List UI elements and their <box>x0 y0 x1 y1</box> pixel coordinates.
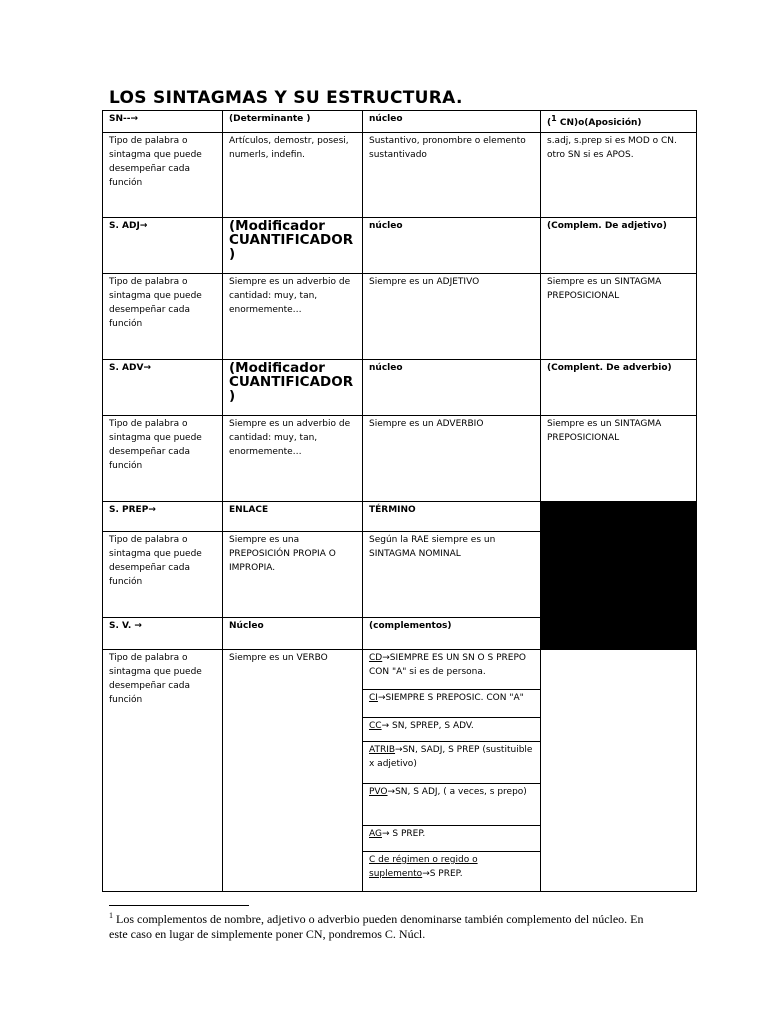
footnote: $^1$ Los complementos de nombre, adjetivo o adverbio pueden denominarse también complemento del núcleo. En este caso en lugar de simplemente poner CN, pondremos C. Núcl. <box>109 911 644 941</box>
table-row-sadj-desc <box>103 274 697 360</box>
sn-col-complementos: (1 CN)o(Aposición) <box>541 111 697 133</box>
sv-complement-pvo: PVO→SN, S ADJ, ( a veces, s prepo) <box>363 784 541 826</box>
sv-col-complementos: (complementos) <box>363 618 541 650</box>
page-title: LOS SINTAGMAS Y SU ESTRUCTURA. <box>109 88 463 108</box>
sv-complement-regimen: C de régimen o regido o suplemento→S PREP. <box>363 852 541 892</box>
table-row-sadv-header <box>103 360 697 416</box>
row-label-sadj: S. ADJ→ <box>103 218 223 274</box>
sv-complement-cd: CD→SIEMPRE ES UN SN O S PREPO CON "A" si es de persona. <box>363 650 541 690</box>
sadj-col-complemento: (Complem. De adjetivo) <box>541 218 697 274</box>
sv-desc-nucleo: Siempre es un VERBO <box>223 650 363 892</box>
sadj-desc-modificador: Siempre es un adverbio de cantidad: muy, tan, enormemente… <box>223 274 363 360</box>
row-label-sn: SN--→ <box>103 111 223 133</box>
sprep-col-enlace: ENLACE <box>223 502 363 532</box>
table-row-sv-cd <box>103 650 697 690</box>
black-cell <box>541 502 697 532</box>
sprep-desc-enlace: Siempre es una PREPOSICIÓN PROPIA O IMPROPIA. <box>223 532 363 618</box>
sprep-col-termino: TÉRMINO <box>363 502 541 532</box>
sadj-col-nucleo: núcleo <box>363 218 541 274</box>
table-row-sv-header <box>103 618 697 650</box>
sadv-desc-modificador: Siempre es un adverbio de cantidad: muy, tan, enormemente… <box>223 416 363 502</box>
sv-complement-atrib: ATRIB→SN, SADJ, S PREP (sustituible x adjetivo) <box>363 742 541 784</box>
row-label-sprep: S. PREP→ <box>103 502 223 532</box>
sn-desc-complementos: s.adj, s.prep si es MOD o CN. otro SN si es APOS. <box>541 133 697 218</box>
sadv-col-nucleo: núcleo <box>363 360 541 416</box>
table-row-sprep-desc <box>103 532 697 618</box>
syntagma-table <box>102 110 697 892</box>
sadv-col-modificador: (Modificador CUANTIFICADOR ) <box>223 360 363 416</box>
table-row-sadj-header <box>103 218 697 274</box>
desc-label: Tipo de palabra o sintagma que puede desempeñar cada función <box>103 650 223 892</box>
table-row-sn-header <box>103 111 697 133</box>
sv-col-nucleo: Núcleo <box>223 618 363 650</box>
footnote-ref: 1 <box>551 114 557 123</box>
footnote-separator <box>109 905 249 906</box>
sn-col-nucleo: núcleo <box>363 111 541 133</box>
sn-col-determinante: (Determinante ) <box>223 111 363 133</box>
black-cell <box>541 532 697 618</box>
row-label-sv: S. V. → <box>103 618 223 650</box>
sadj-desc-complemento: Siempre es un SINTAGMA PREPOSICIONAL <box>541 274 697 360</box>
sv-complement-ag: AG→ S PREP. <box>363 826 541 852</box>
sn-desc-determinante: Artículos, demostr, posesi, numerls, indefin. <box>223 133 363 218</box>
table-row-sprep-header <box>103 502 697 532</box>
sadj-col-modificador: (Modificador CUANTIFICADOR ) <box>223 218 363 274</box>
desc-label: Tipo de palabra o sintagma que puede desempeñar cada función <box>103 274 223 360</box>
sv-complement-cc: CC→ SN, SPREP, S ADV. <box>363 718 541 742</box>
black-cell <box>541 618 697 650</box>
sv-complement-ci: CI→SIEMPRE S PREPOSIC. CON "A" <box>363 690 541 718</box>
desc-label: Tipo de palabra o sintagma que puede desempeñar cada función <box>103 532 223 618</box>
sn-desc-nucleo: Sustantivo, pronombre o elemento sustantivado <box>363 133 541 218</box>
sadv-col-complemento: (Complent. De adverbio) <box>541 360 697 416</box>
desc-label: Tipo de palabra o sintagma que puede desempeñar cada función <box>103 416 223 502</box>
sprep-desc-termino: Según la RAE siempre es un SINTAGMA NOMINAL <box>363 532 541 618</box>
sv-empty-cell <box>541 650 697 892</box>
row-label-sadv: S. ADV→ <box>103 360 223 416</box>
sadv-desc-complemento: Siempre es un SINTAGMA PREPOSICIONAL <box>541 416 697 502</box>
table-row-sadv-desc <box>103 416 697 502</box>
desc-label: Tipo de palabra o sintagma que puede desempeñar cada función <box>103 133 223 218</box>
sadv-desc-nucleo: Siempre es un ADVERBIO <box>363 416 541 502</box>
table-row-sn-desc <box>103 133 697 218</box>
sadj-desc-nucleo: Siempre es un ADJETIVO <box>363 274 541 360</box>
